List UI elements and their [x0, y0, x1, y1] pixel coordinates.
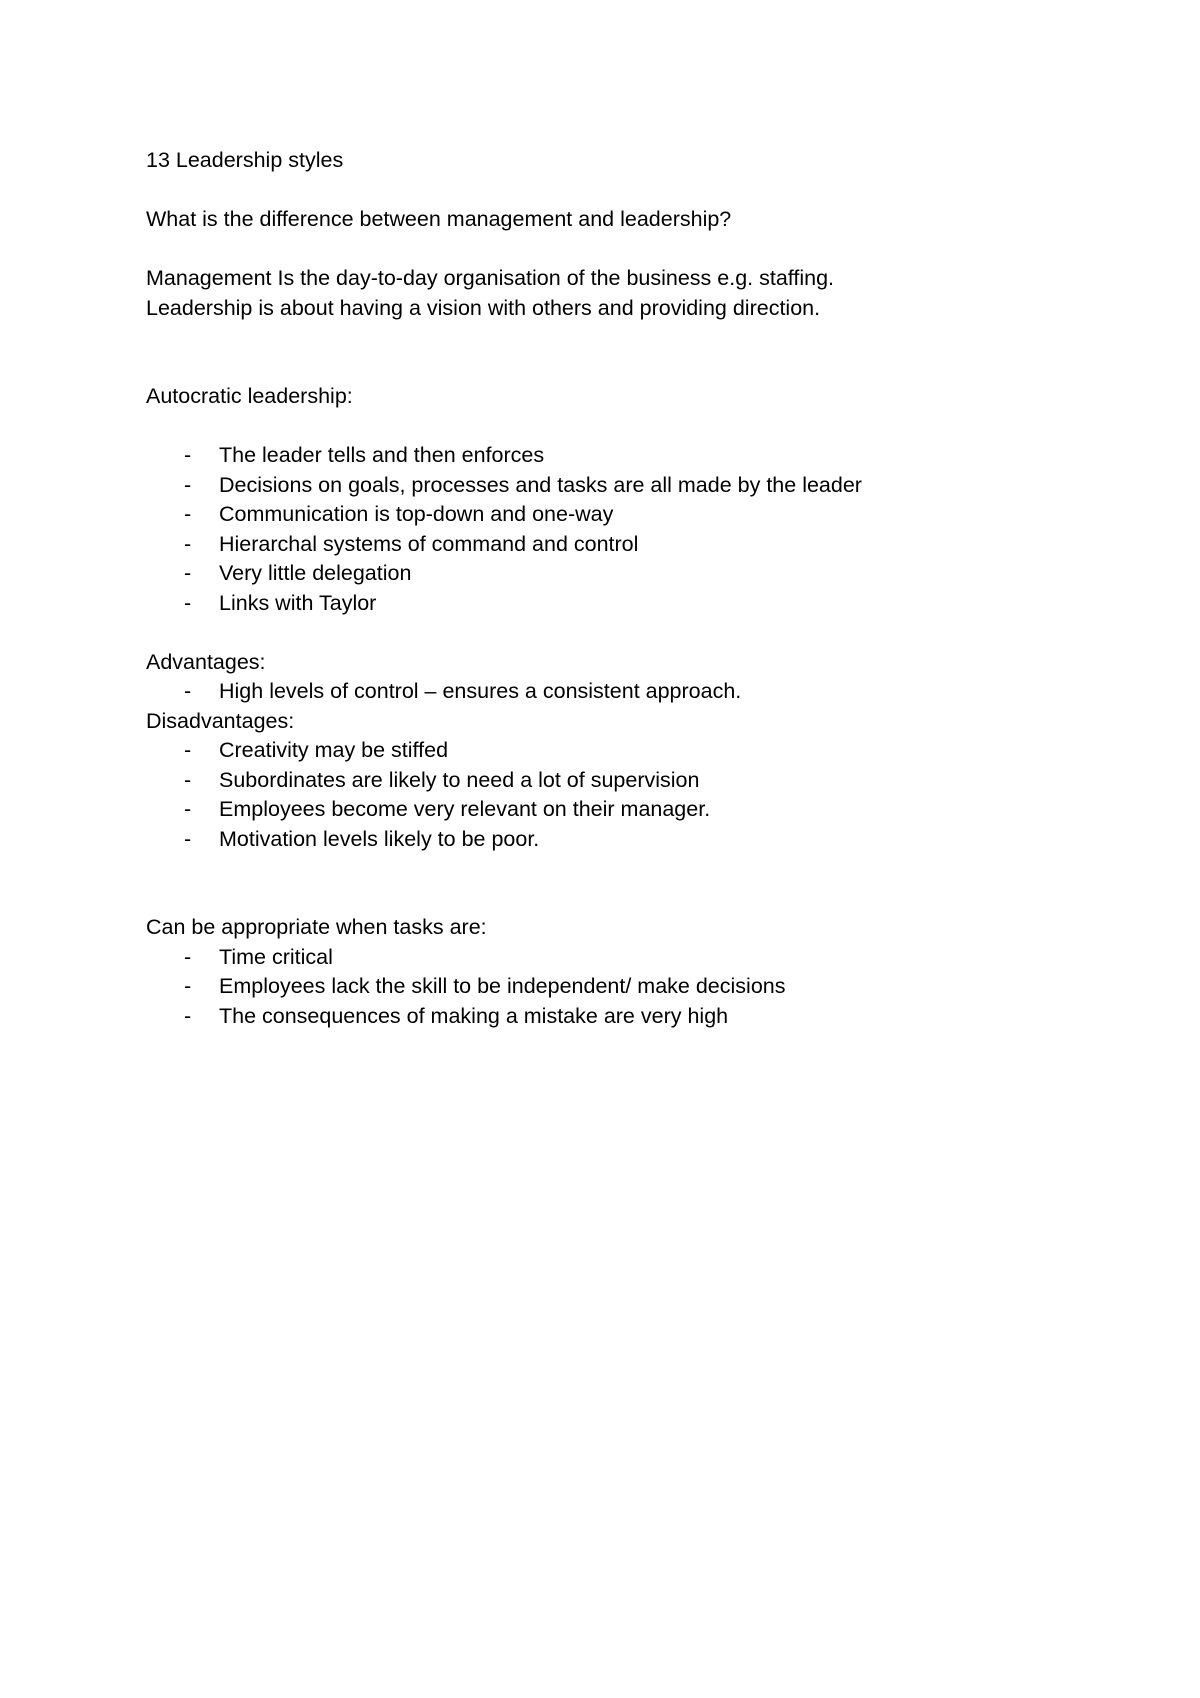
- leadership-definition: Leadership is about having a vision with others and providing direction.: [146, 295, 821, 320]
- dash-bullet: -: [184, 472, 192, 497]
- list-item: [146, 589, 1106, 619]
- advantages-heading: Advantages:: [146, 649, 266, 674]
- dash-bullet: -: [184, 443, 192, 467]
- document-title: 13 Leadership styles: [146, 148, 344, 172]
- dash-bullet: -: [184, 590, 192, 615]
- list-item: [146, 825, 1106, 855]
- list-item: [146, 766, 1106, 796]
- dash-bullet: -: [184, 502, 192, 526]
- document-body: [146, 146, 1106, 1031]
- dash-bullet: -: [184, 1003, 192, 1028]
- dash-bullet: -: [184, 767, 192, 792]
- list-item-text: The leader tells and then enforces: [219, 443, 545, 467]
- management-definition: Management Is the day-to-day organisation of the business e.g. staffing.: [146, 266, 835, 290]
- list-item-text: Decisions on goals, processes and tasks are all made by the leader: [219, 472, 862, 497]
- list-item: [146, 972, 1106, 1002]
- dash-bullet: -: [184, 826, 192, 851]
- list-item: [146, 441, 1106, 471]
- dash-bullet: -: [184, 738, 192, 762]
- advantages-list: [146, 677, 1106, 707]
- list-item: [146, 736, 1106, 766]
- appropriate-heading: Can be appropriate when tasks are:: [146, 915, 487, 939]
- list-item-text: Time critical: [219, 944, 333, 969]
- list-item: [146, 559, 1106, 589]
- dash-bullet: -: [184, 974, 192, 998]
- list-item-text: Motivation levels likely to be poor.: [219, 826, 540, 851]
- list-item: [146, 677, 1106, 707]
- autocratic-heading: Autocratic leadership:: [146, 384, 353, 408]
- list-item-text: Creativity may be stiffed: [219, 738, 449, 762]
- dash-bullet: -: [184, 797, 192, 821]
- question-text: What is the difference between management and leadership?: [146, 207, 732, 231]
- autocratic-list: [146, 441, 1106, 618]
- list-item-text: Employees lack the skill to be independent/ make decisions: [219, 974, 786, 998]
- list-item: [146, 500, 1106, 530]
- list-item-text: Links with Taylor: [219, 590, 377, 615]
- dash-bullet: -: [184, 679, 192, 703]
- list-item-text: Subordinates are likely to need a lot of supervision: [219, 767, 700, 792]
- appropriate-list: [146, 943, 1106, 1032]
- list-item-text: Communication is top-down and one-way: [219, 502, 614, 526]
- list-item-text: Employees become very relevant on their manager.: [219, 797, 711, 821]
- dash-bullet: -: [184, 531, 192, 556]
- list-item: [146, 471, 1106, 501]
- list-item: [146, 1002, 1106, 1032]
- list-item-text: Very little delegation: [219, 561, 412, 585]
- list-item: [146, 943, 1106, 973]
- dash-bullet: -: [184, 944, 192, 969]
- list-item: [146, 530, 1106, 560]
- list-item-text: The consequences of making a mistake are very high: [219, 1003, 729, 1028]
- list-item-text: High levels of control – ensures a consistent approach.: [219, 679, 742, 703]
- list-item-text: Hierarchal systems of command and control: [219, 531, 639, 556]
- list-item: [146, 795, 1106, 825]
- disadvantages-heading: Disadvantages:: [146, 708, 295, 733]
- disadvantages-list: [146, 736, 1106, 854]
- dash-bullet: -: [184, 561, 192, 585]
